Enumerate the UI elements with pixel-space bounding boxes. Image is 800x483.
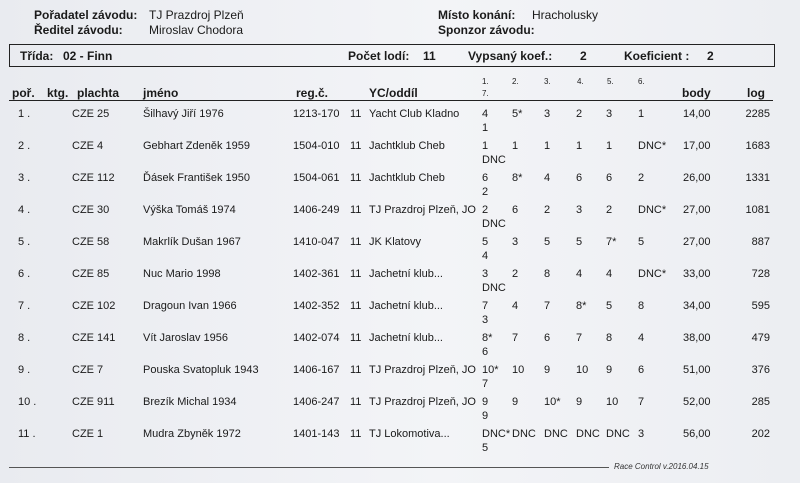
- row-name: Pouska Svatopluk 1943: [143, 364, 259, 376]
- table-row: [0, 294, 800, 326]
- row-reg: 1504-061: [293, 172, 340, 184]
- row-race-5: 4: [606, 268, 613, 280]
- row-race-3: 7: [544, 300, 551, 312]
- row-name: Dragoun Ivan 1966: [143, 300, 237, 312]
- row-race-7: 3: [482, 314, 489, 326]
- row-race-1: 5: [482, 236, 489, 248]
- coefficient-value: 2: [707, 49, 714, 63]
- row-race-5: 9: [606, 364, 613, 376]
- coef-label: Vypsaný koef.:: [468, 49, 553, 63]
- row-rank: 6 .: [18, 268, 31, 280]
- row-race-5: 2: [606, 204, 613, 216]
- row-sail: CZE 7: [72, 364, 104, 376]
- row-race-6: 2: [638, 172, 645, 184]
- row-race-3: 10*: [544, 396, 561, 408]
- row-race-5: 8: [606, 332, 613, 344]
- row-race-6: 8: [638, 300, 645, 312]
- row-points: 52,00: [683, 396, 711, 408]
- class-value: 02 - Finn: [63, 49, 113, 63]
- row-club: Jachetní klub...: [369, 300, 443, 312]
- boats-label: Počet lodí:: [348, 49, 410, 63]
- row-rank: 11 .: [18, 428, 36, 440]
- row-race-6: 1: [638, 108, 645, 120]
- row-race-5: 10: [606, 396, 619, 408]
- row-class: 11: [350, 300, 362, 312]
- row-race-4: 2: [576, 108, 583, 120]
- row-race-7: 4: [482, 250, 489, 262]
- row-race-5: 3: [606, 108, 613, 120]
- row-race-3: 5: [544, 236, 551, 248]
- row-points: 17,00: [683, 140, 711, 152]
- row-reg: 1406-249: [293, 204, 340, 216]
- col-points: body: [682, 86, 711, 100]
- row-race-3: 1: [544, 140, 551, 152]
- row-sail: CZE 141: [72, 332, 116, 344]
- row-race-6: 7: [638, 396, 645, 408]
- row-class: 11: [350, 236, 362, 248]
- table-row: [0, 230, 800, 262]
- row-points: 26,00: [683, 172, 711, 184]
- row-club: TJ Prazdroj Plzeň, JO: [369, 396, 476, 408]
- row-log: 1081: [745, 204, 770, 216]
- row-name: Ďásek František 1950: [143, 172, 250, 184]
- row-name: Nuc Mario 1998: [143, 268, 221, 280]
- row-sail: CZE 102: [72, 300, 116, 312]
- row-race-6: 5: [638, 236, 645, 248]
- col-rank: poř.: [12, 86, 35, 100]
- table-row: [0, 358, 800, 390]
- row-reg: 1402-361: [293, 268, 340, 280]
- row-race-5: 1: [606, 140, 613, 152]
- row-race-3: 6: [544, 332, 551, 344]
- row-race-4: DNC: [576, 428, 600, 440]
- table-row: [0, 326, 800, 358]
- class-info-box: [9, 44, 775, 67]
- row-points: 51,00: [683, 364, 711, 376]
- row-race-4: 7: [576, 332, 583, 344]
- row-race-1: 10*: [482, 364, 499, 376]
- row-log: 376: [751, 364, 770, 376]
- coef-value: 2: [580, 49, 587, 63]
- row-club: TJ Lokomotiva...: [369, 428, 450, 440]
- row-rank: 1 .: [18, 108, 31, 120]
- row-points: 14,00: [683, 108, 711, 120]
- organizer-label: Pořadatel závodu:: [34, 8, 138, 22]
- row-race-6: DNC*: [638, 268, 667, 280]
- row-race-3: 2: [544, 204, 551, 216]
- table-row: [0, 262, 800, 294]
- row-sail: CZE 911: [72, 396, 115, 408]
- row-race-7: DNC: [482, 218, 506, 230]
- row-race-5: DNC: [606, 428, 630, 440]
- row-race-2: 3: [512, 236, 519, 248]
- col-race-2: 2.: [512, 77, 519, 86]
- row-reg: 1406-247: [293, 396, 340, 408]
- row-name: Šilhavý Jiří 1976: [143, 108, 224, 120]
- col-sail: plachta: [77, 86, 120, 100]
- table-row: [0, 134, 800, 166]
- row-race-4: 1: [576, 140, 583, 152]
- row-reg: 1402-074: [293, 332, 340, 344]
- table-row: [0, 166, 800, 198]
- row-sail: CZE 1: [72, 428, 104, 440]
- row-reg: 1406-167: [293, 364, 340, 376]
- row-race-1: DNC*: [482, 428, 511, 440]
- row-race-4: 8*: [576, 300, 587, 312]
- row-sail: CZE 112: [72, 172, 115, 184]
- row-race-6: DNC*: [638, 204, 667, 216]
- row-race-1: 6: [482, 172, 489, 184]
- row-class: 11: [350, 108, 362, 120]
- table-row: [0, 422, 800, 454]
- row-reg: 1410-047: [293, 236, 340, 248]
- row-race-2: 7: [512, 332, 519, 344]
- row-class: 11: [350, 268, 362, 280]
- row-name: Mudra Zbyněk 1972: [143, 428, 241, 440]
- col-race-6: 6.: [638, 77, 645, 86]
- row-name: Vít Jaroslav 1956: [143, 332, 228, 344]
- row-log: 479: [751, 332, 770, 344]
- row-race-1: 1: [482, 140, 489, 152]
- row-race-7: 1: [482, 122, 489, 134]
- table-row: [0, 198, 800, 230]
- footer-rule: [9, 467, 609, 468]
- row-race-1: 9: [482, 396, 489, 408]
- row-class: 11: [350, 396, 362, 408]
- row-race-7: DNC: [482, 154, 506, 166]
- venue-label: Místo konání:: [438, 8, 516, 22]
- row-race-7: 9: [482, 410, 489, 422]
- row-race-2: 8*: [512, 172, 523, 184]
- row-race-5: 6: [606, 172, 613, 184]
- row-race-2: 9: [512, 396, 519, 408]
- row-club: TJ Prazdroj Plzeň, JO: [369, 204, 476, 216]
- row-race-6: 3: [638, 428, 645, 440]
- row-race-4: 3: [576, 204, 583, 216]
- row-race-1: 3: [482, 268, 489, 280]
- row-race-5: 7*: [606, 236, 617, 248]
- row-rank: 7 .: [18, 300, 31, 312]
- row-race-5: 5: [606, 300, 613, 312]
- row-reg: 1504-010: [293, 140, 340, 152]
- director-value: Miroslav Chodora: [149, 23, 244, 37]
- boats-value: 11: [423, 49, 436, 63]
- row-race-2: 5*: [512, 108, 523, 120]
- row-race-7: 2: [482, 186, 489, 198]
- row-sail: CZE 4: [72, 140, 104, 152]
- col-race-3: 3.: [544, 77, 551, 86]
- row-club: Yacht Club Kladno: [369, 108, 460, 120]
- row-log: 1331: [745, 172, 770, 184]
- row-race-7: 5: [482, 442, 489, 454]
- row-race-2: 10: [512, 364, 525, 376]
- row-points: 27,00: [683, 236, 711, 248]
- row-race-1: 4: [482, 108, 489, 120]
- row-rank: 2 .: [18, 140, 31, 152]
- row-sail: CZE 25: [72, 108, 110, 120]
- row-class: 11: [350, 172, 362, 184]
- row-reg: 1401-143: [293, 428, 340, 440]
- row-race-2: DNC: [512, 428, 536, 440]
- row-race-2: 4: [512, 300, 519, 312]
- row-log: 887: [751, 236, 770, 248]
- row-log: 2285: [745, 108, 770, 120]
- footer-version: Race Control v.2016.04.15: [614, 462, 709, 471]
- row-name: Gebhart Zdeněk 1959: [143, 140, 251, 152]
- row-club: Jachetní klub...: [369, 332, 443, 344]
- row-race-4: 6: [576, 172, 583, 184]
- col-race-1: 1.: [482, 77, 489, 86]
- row-club: JK Klatovy: [369, 236, 421, 248]
- row-club: Jachetní klub...: [369, 268, 443, 280]
- col-race-4: 4.: [577, 77, 584, 86]
- row-sail: CZE 58: [72, 236, 110, 248]
- col-name: jméno: [143, 86, 179, 100]
- row-race-1: 7: [482, 300, 489, 312]
- row-points: 27,00: [683, 204, 711, 216]
- row-race-6: 6: [638, 364, 645, 376]
- row-rank: 3 .: [18, 172, 31, 184]
- row-name: Brezík Michal 1934: [143, 396, 237, 408]
- col-club: YC/oddíl: [369, 86, 418, 100]
- row-rank: 5 .: [18, 236, 31, 248]
- row-log: 285: [751, 396, 770, 408]
- coefficient-label: Koeficient :: [624, 49, 690, 63]
- row-club: Jachtklub Cheb: [369, 172, 445, 184]
- row-race-7: 7: [482, 378, 489, 390]
- row-race-4: 9: [576, 396, 583, 408]
- row-race-2: 1: [512, 140, 519, 152]
- row-sail: CZE 85: [72, 268, 110, 280]
- row-race-3: 4: [544, 172, 551, 184]
- row-race-4: 4: [576, 268, 583, 280]
- row-class: 11: [350, 140, 362, 152]
- row-log: 1683: [745, 140, 770, 152]
- row-log: 728: [751, 268, 770, 280]
- row-rank: 9 .: [18, 364, 31, 376]
- row-points: 33,00: [683, 268, 711, 280]
- row-points: 34,00: [683, 300, 711, 312]
- row-race-3: 8: [544, 268, 551, 280]
- row-points: 56,00: [683, 428, 711, 440]
- row-reg: 1402-352: [293, 300, 340, 312]
- col-race-5: 5.: [607, 77, 614, 86]
- row-race-1: 2: [482, 204, 489, 216]
- row-race-6: 4: [638, 332, 645, 344]
- row-race-4: 10: [576, 364, 589, 376]
- row-rank: 10 .: [18, 396, 37, 408]
- col-race-7: 7.: [482, 89, 489, 98]
- row-class: 11: [350, 364, 362, 376]
- row-club: TJ Prazdroj Plzeň, JO: [369, 364, 476, 376]
- table-row: [0, 102, 800, 134]
- director-label: Ředitel závodu:: [34, 23, 123, 37]
- row-race-3: 9: [544, 364, 551, 376]
- row-class: 11: [350, 428, 362, 440]
- row-reg: 1213-170: [293, 108, 340, 120]
- venue-value: Hracholusky: [532, 8, 599, 22]
- row-race-4: 5: [576, 236, 583, 248]
- row-name: Makrlík Dušan 1967: [143, 236, 241, 248]
- row-class: 11: [350, 204, 362, 216]
- row-race-2: 2: [512, 268, 519, 280]
- col-log: log: [747, 86, 765, 100]
- row-sail: CZE 30: [72, 204, 110, 216]
- row-club: Jachtklub Cheb: [369, 140, 445, 152]
- row-race-3: 3: [544, 108, 551, 120]
- row-rank: 8 .: [18, 332, 31, 344]
- row-race-2: 6: [512, 204, 519, 216]
- row-race-3: DNC: [544, 428, 568, 440]
- row-name: Výška Tomáš 1974: [143, 204, 236, 216]
- row-race-1: 8*: [482, 332, 493, 344]
- row-race-6: DNC*: [638, 140, 667, 152]
- table-row: [0, 390, 800, 422]
- row-class: 11: [350, 332, 362, 344]
- row-rank: 4 .: [18, 204, 31, 216]
- col-country: ktg.: [47, 86, 69, 100]
- sponsor-label: Sponzor závodu:: [438, 23, 535, 37]
- row-race-7: DNC: [482, 282, 506, 294]
- row-points: 38,00: [683, 332, 711, 344]
- organizer-value: TJ Prazdroj Plzeň: [149, 8, 244, 22]
- class-label: Třída:: [20, 49, 54, 63]
- row-log: 595: [751, 300, 770, 312]
- header-rule: [9, 100, 773, 101]
- col-reg: reg.č.: [296, 86, 329, 100]
- row-log: 202: [751, 428, 770, 440]
- row-race-7: 6: [482, 346, 489, 358]
